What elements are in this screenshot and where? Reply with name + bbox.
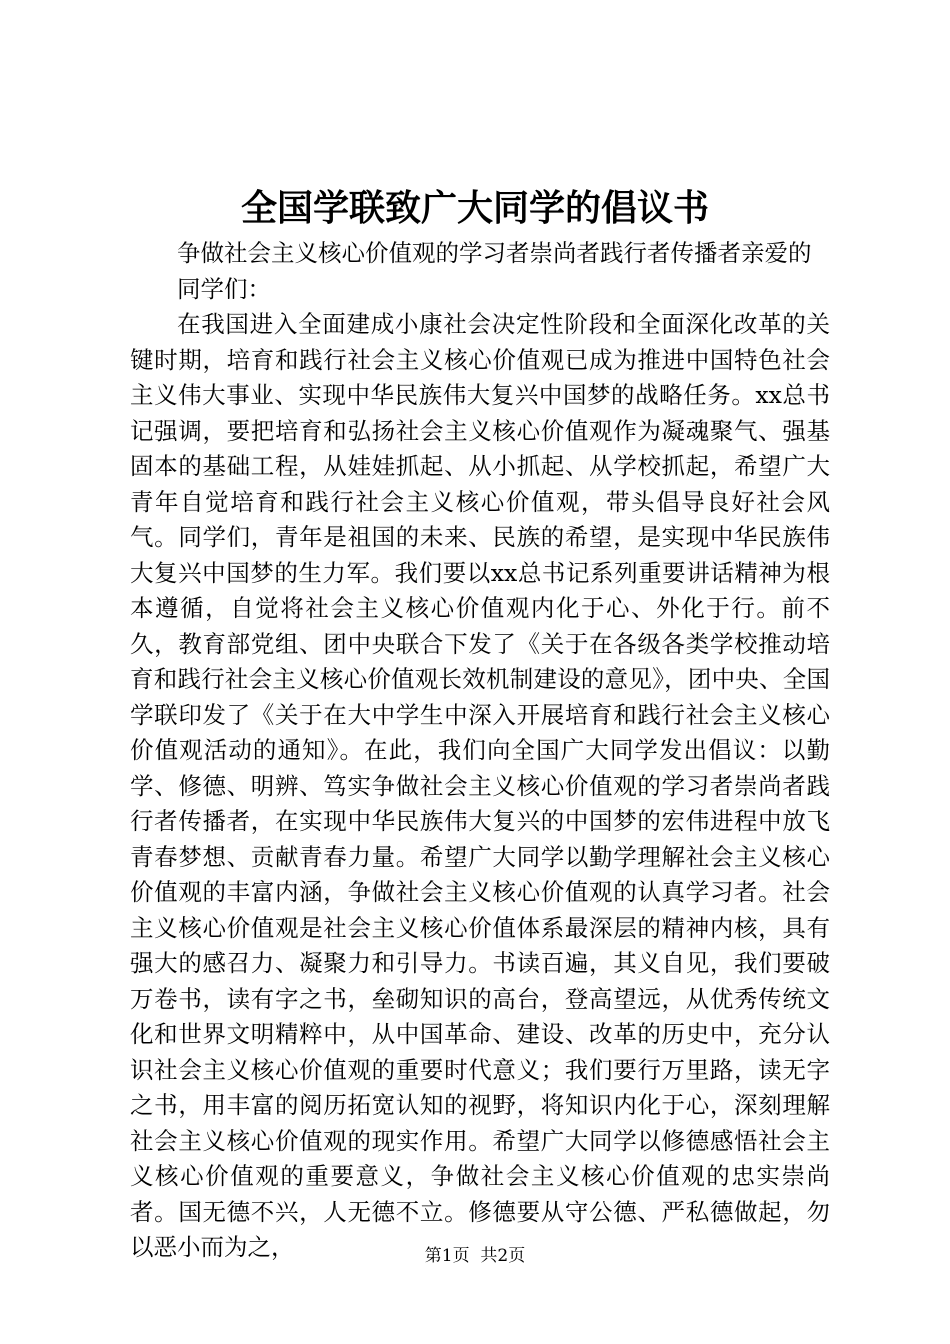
body-paragraph: 同学们： — [177, 274, 271, 303]
document-title: 全国学联致广大同学的倡议书 — [240, 187, 709, 229]
body-paragraph: 在我国进入全面建成小康社会决定性阶段和全面深化改革的关键时期，培育和践行社会主义核心价值观已成为推进中国特色社会主义伟大事业、实现中华民族伟大复兴中国梦的战略任务。xx总书记强调，要把培育和弘扬社会主义核心价值观作为凝魂聚气、强基固本的基础工程，从娃娃抓起、从小抓起、从学校抓起，希望广大青年自觉培育和践行社会主义核心价值观，带头倡导良好社会风气。同学们，青年是祖国的未来、民族的希望，是实现中华民族伟大复兴中国梦的生力军。我们要以xx总书记系列重要讲话精神为根本遵循，自觉将社会主义核心价值观内化于心、外化于行。前不久，教育部党组、团中央联合下发了《关于在各级各类学校推动培育和践行社会主义核心价值观长效机制建设的意见》，团中央、全国学联印发了《关于在大中学生中深入开展培育和践行社会主义核心价值观活动的通知》。在此，我们向全国广大同学发出倡议：以勤学、修德、明辨、笃实争做社会主义核心价值观的学习者崇尚者践行者传播者，在实现中华民族伟大复兴的中国梦的宏伟进程中放飞青春梦想、贡献青春力量。希望广大同学以勤学理解社会主义核心价值观的丰富内涵，争做社会主义核心价值观的认真学习者。社会主义核心价值观是社会主义核心价值体系最深层的精神内核，具有强大的感召力、凝聚力和引导力。书读百遍，其义自见，我们要破万卷书，读有字之书，垒砌知识的高台，登高望远，从优秀传统文化和世界文明精粹中，从中国革命、建设、改革的历史中，充分认识社会主义核心价值观的重要时代意义；我们要行万里路，读无字之书，用丰富的阅历拓宽认知的视野，将知识内化于心，深刻理解社会主义核心价值观的现实作用。希望广大同学以修德感悟社会主义核心价值观的重要意义，争做社会主义核心价值观的忠实崇尚者。国无德不兴，人无德不立。修德要从守公德、严私德做起，勿以恶小而为之， — [130, 310, 830, 1261]
document-body — [130, 236, 830, 1266]
page-total: 共2页 — [480, 1246, 526, 1266]
body-paragraph: 争做社会主义核心价值观的学习者崇尚者践行者传播者亲爱的 — [177, 239, 812, 267]
page-number: 第1页 — [424, 1246, 470, 1266]
page-footer — [0, 1245, 950, 1267]
